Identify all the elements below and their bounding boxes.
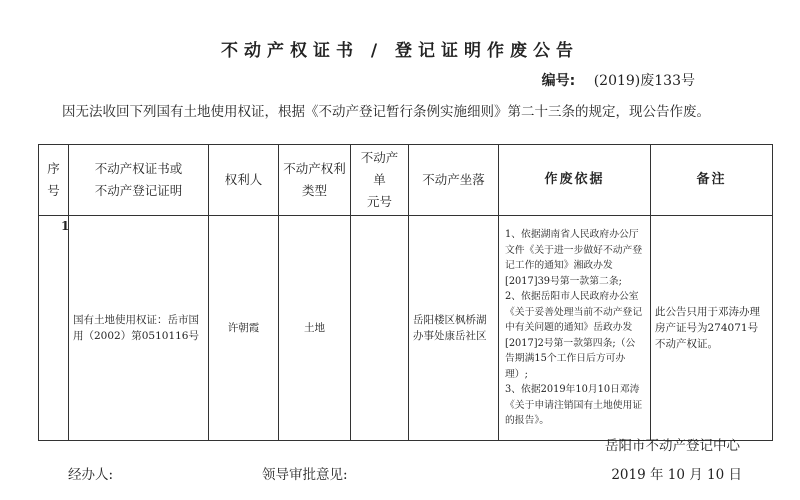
basis-item-1: 1、依据湖南省人民政府办公厅文件《关于进一步做好不动产登记工作的通知》湘政办发[2017]39号第一款第二条; bbox=[505, 229, 643, 287]
notice-table bbox=[38, 144, 773, 441]
review-label: 领导审批意见: bbox=[262, 467, 348, 483]
doc-number-label: 编号: bbox=[541, 73, 576, 89]
cell-seq: 1 bbox=[39, 216, 69, 441]
header-basis: 作废依据 bbox=[499, 145, 651, 216]
header-remarks: 备注 bbox=[651, 145, 773, 216]
cell-unit-no bbox=[351, 216, 409, 441]
cell-location: 岳阳楼区枫桥湖办事处康岳社区 bbox=[409, 216, 499, 441]
issue-date: 2019 年 10 月 10 日 bbox=[611, 467, 742, 483]
issuer-name: 岳阳市不动产登记中心 bbox=[605, 438, 740, 454]
header-location: 不动产坐落 bbox=[409, 145, 499, 216]
header-owner: 权利人 bbox=[209, 145, 279, 216]
doc-number bbox=[542, 70, 695, 90]
header-seq: 序 号 bbox=[39, 145, 69, 216]
cell-basis bbox=[499, 216, 651, 441]
cell-remarks: 此公告只用于邓涛办理房产证号为274071号不动产权证。 bbox=[651, 216, 773, 441]
table-header-row bbox=[39, 145, 773, 216]
basis-item-3: 3、依据2019年10月10日邓涛《关于申请注销国有土地使用证的报告》。 bbox=[505, 384, 643, 427]
header-right-type: 不动产权利 类型 bbox=[279, 145, 351, 216]
cell-cert: 国有土地使用权证：岳市国用（2002）第0510116号 bbox=[69, 216, 209, 441]
cell-right-type: 土地 bbox=[279, 216, 351, 441]
notice-title: 不动产权证书 / 登记证明作废公告 bbox=[220, 41, 580, 61]
header-unit-no: 不动产单 元号 bbox=[351, 145, 409, 216]
intro-text: 因无法收回下列国有土地使用权证，根据《不动产登记暂行条例实施细则》第二十三条的规定，现公告作废。 bbox=[62, 104, 710, 120]
handler-label: 经办人: bbox=[68, 467, 114, 483]
cell-owner: 许朝霞 bbox=[209, 216, 279, 441]
header-cert: 不动产权证书或 不动产登记证明 bbox=[69, 145, 209, 216]
basis-item-2: 2、依据岳阳市人民政府办公室《关于妥善处理当前不动产登记中有关问题的通知》岳政办发[2017]2号第一款第四条;（公告期满15个工作日后方可办理）; bbox=[505, 291, 643, 380]
doc-number-value: (2019)废133号 bbox=[593, 73, 695, 89]
table-row bbox=[39, 216, 773, 441]
